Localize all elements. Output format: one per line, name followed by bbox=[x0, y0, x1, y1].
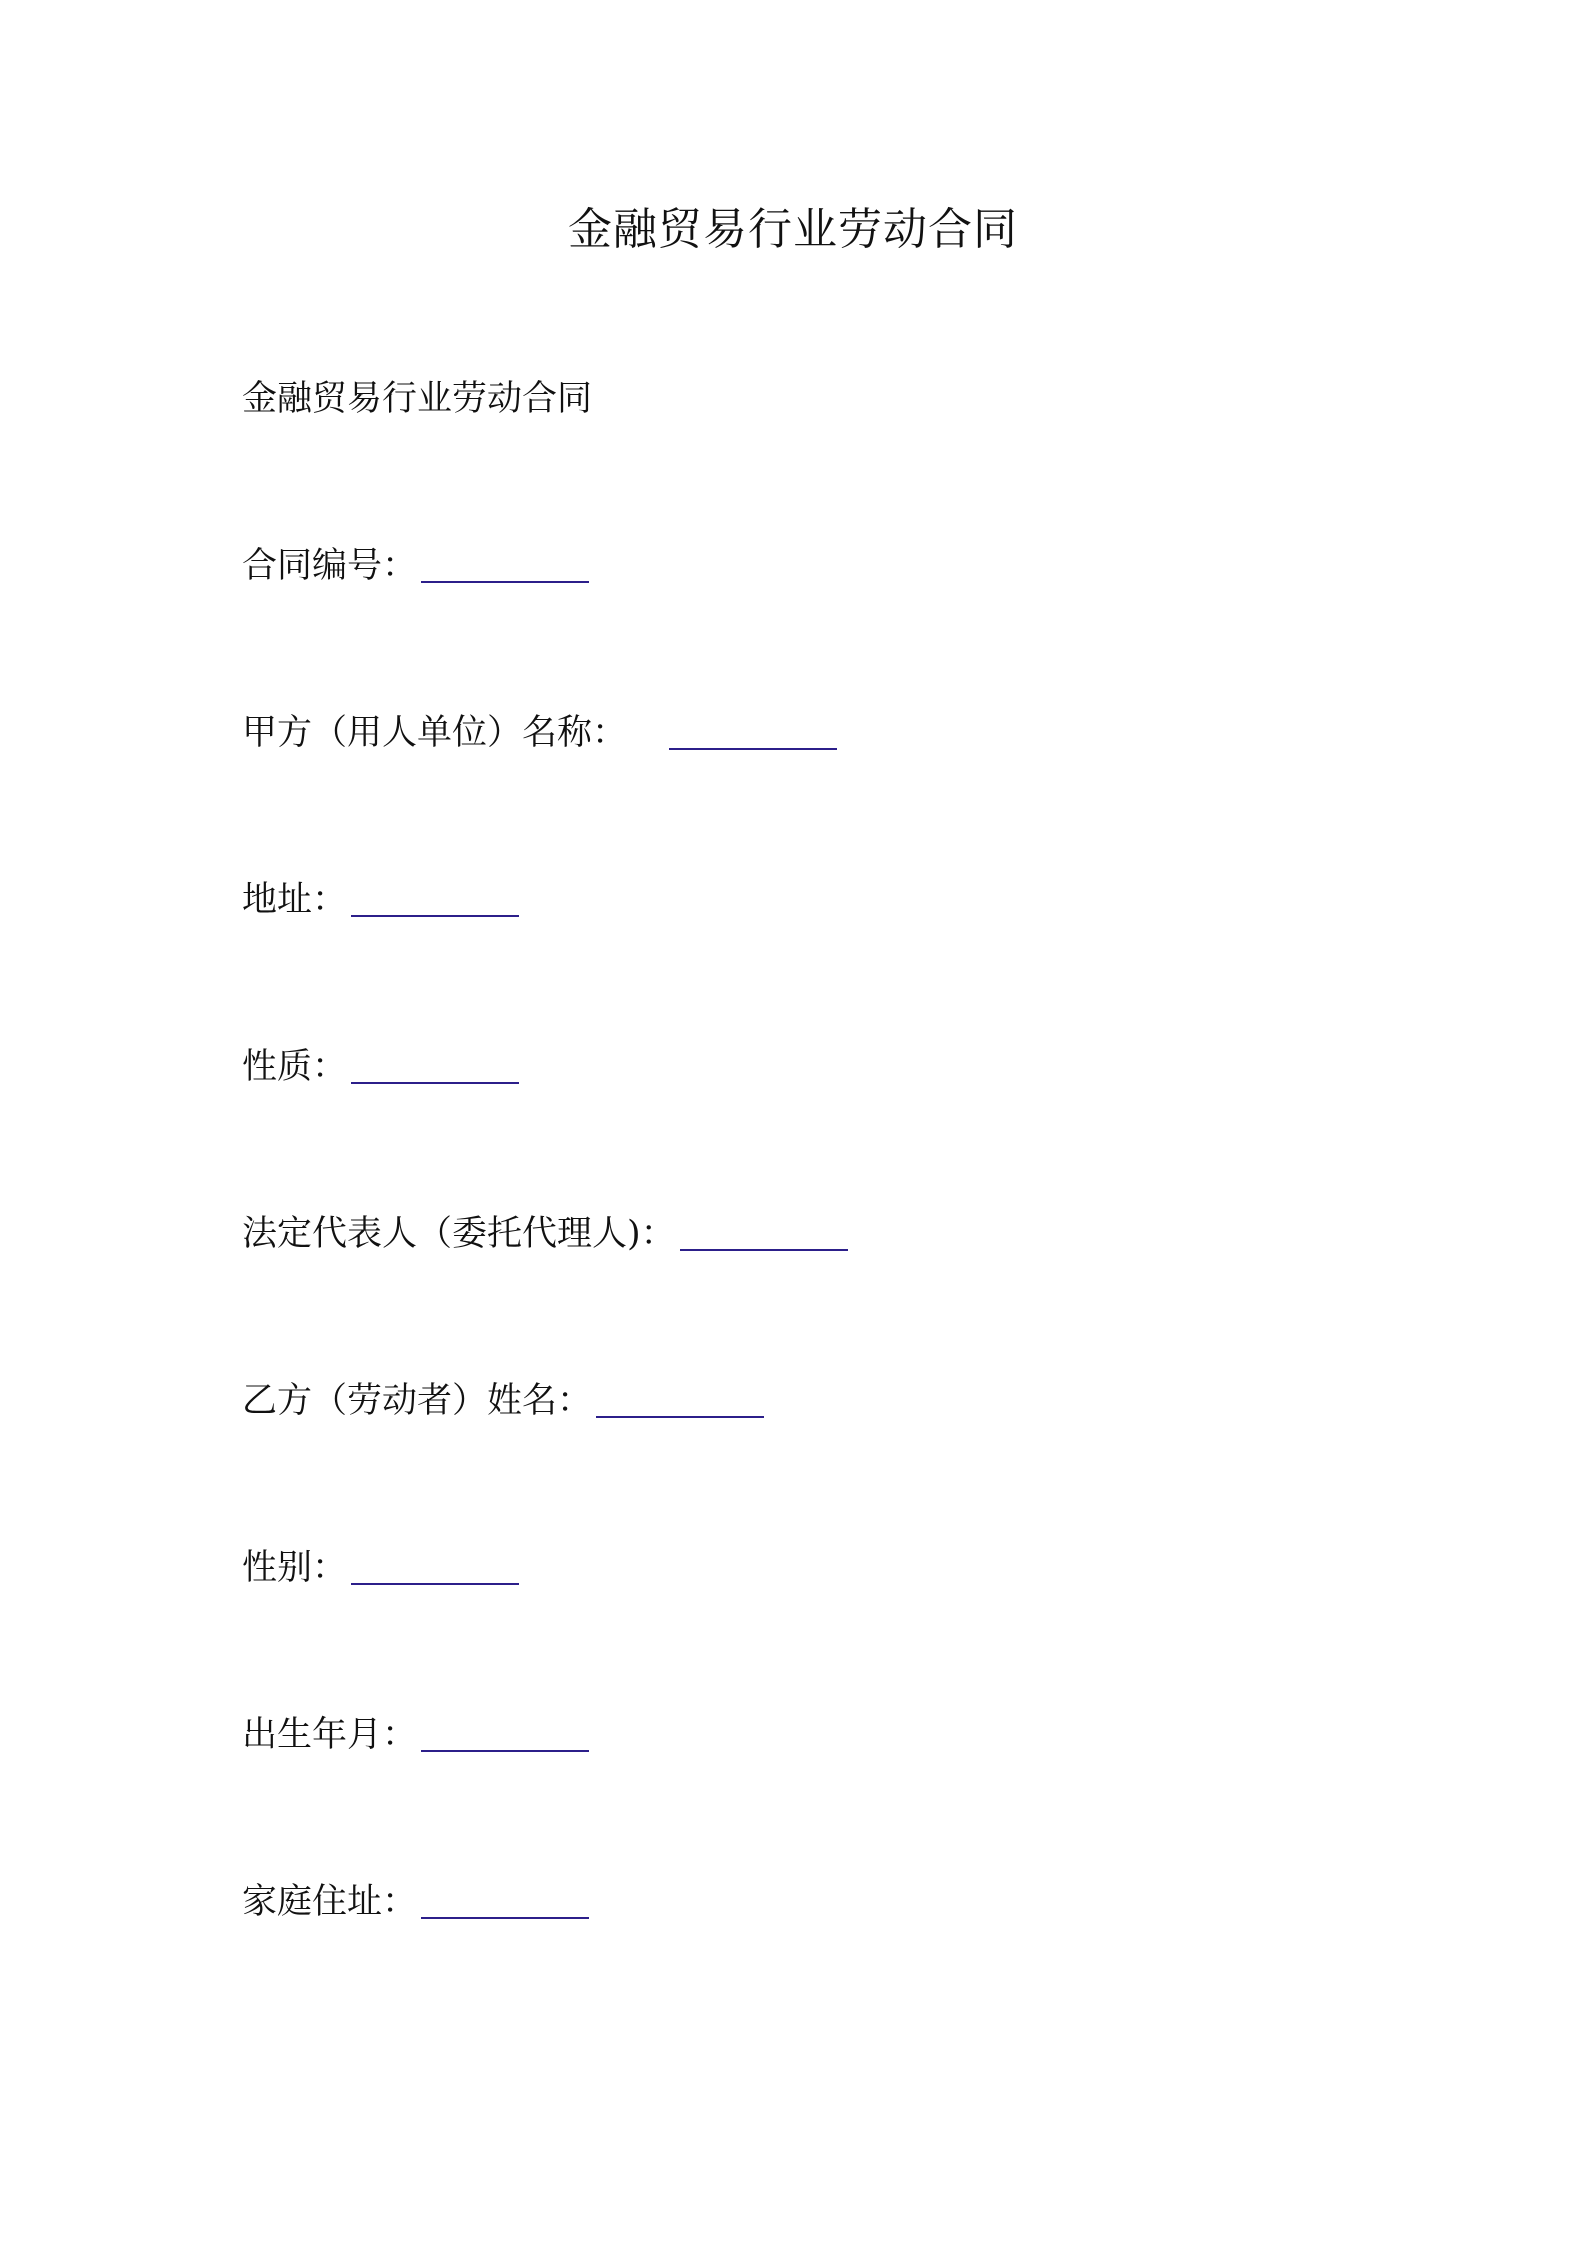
field-label: 性质： bbox=[242, 1047, 348, 1087]
fill-in-blank[interactable] bbox=[351, 1082, 519, 1084]
field-nature bbox=[242, 1042, 519, 1092]
fill-in-blank[interactable] bbox=[421, 1917, 589, 1919]
field-label: 甲方（用人单位）名称： bbox=[242, 713, 628, 753]
field-birth-date bbox=[242, 1710, 589, 1760]
fill-in-blank[interactable] bbox=[351, 915, 519, 917]
field-label: 合同编号： bbox=[242, 546, 418, 586]
document-title: 金融贸易行业劳动合同 bbox=[568, 204, 1018, 255]
field-label: 性别： bbox=[242, 1548, 348, 1588]
field-party-b-name bbox=[242, 1376, 764, 1426]
field-label: 乙方（劳动者）姓名： bbox=[242, 1381, 593, 1421]
field-label: 家庭住址： bbox=[242, 1882, 418, 1922]
field-party-a-name bbox=[242, 708, 837, 758]
fill-in-blank[interactable] bbox=[596, 1416, 764, 1418]
fill-in-blank[interactable] bbox=[680, 1249, 848, 1251]
fill-in-blank[interactable] bbox=[669, 748, 837, 750]
field-home-address bbox=[242, 1877, 589, 1927]
field-contract-number bbox=[242, 541, 589, 591]
fill-in-blank[interactable] bbox=[421, 581, 589, 583]
field-label: 出生年月： bbox=[242, 1715, 418, 1755]
fill-in-blank[interactable] bbox=[421, 1750, 589, 1752]
field-label: 地址： bbox=[242, 880, 348, 920]
field-address bbox=[242, 875, 519, 925]
fill-in-blank[interactable] bbox=[351, 1583, 519, 1585]
field-label: 法定代表人（委托代理人)： bbox=[242, 1214, 676, 1254]
document-subtitle: 金融贸易行业劳动合同 bbox=[242, 379, 593, 419]
field-legal-representative bbox=[242, 1209, 848, 1259]
field-gender bbox=[242, 1543, 519, 1593]
